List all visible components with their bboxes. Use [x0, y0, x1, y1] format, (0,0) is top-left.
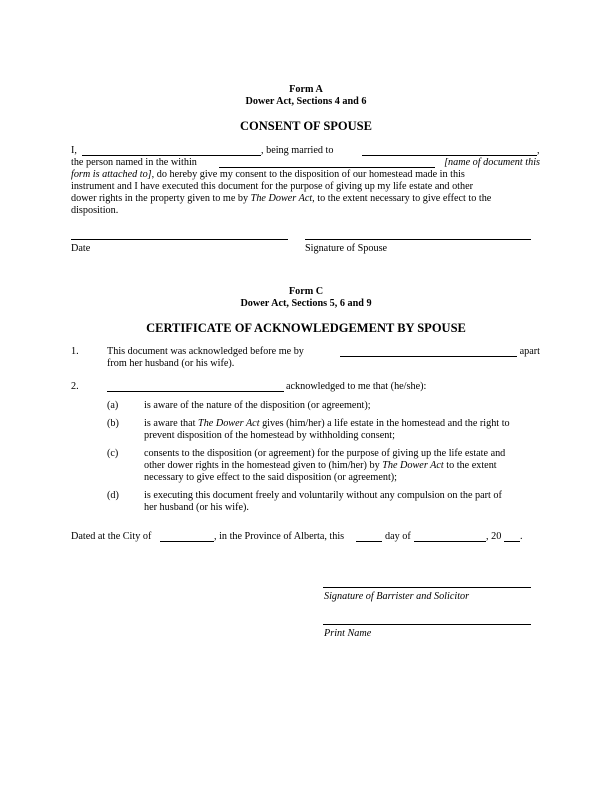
- consent-text: dower rights in the property given to me by: [71, 193, 249, 204]
- item-2-number: 2.: [71, 381, 79, 392]
- subitem-d-line-1: is executing this document freely and voluntarily without any compulsion on the part of: [144, 490, 502, 501]
- form-a-subtitle: Dower Act, Sections 4 and 6: [245, 96, 367, 107]
- item-2-text: acknowledged to me that (he/she):: [286, 381, 427, 392]
- print-name-line[interactable]: [323, 624, 531, 625]
- subitem-b-label: (b): [107, 418, 119, 429]
- subitem-b-line-2: prevent disposition of the homestead by withholding consent;: [144, 430, 395, 441]
- dated-text: Dated at the City of: [71, 531, 152, 542]
- form-c-heading: CERTIFICATE OF ACKNOWLEDGEMENT BY SPOUSE: [146, 321, 466, 335]
- subitem-d-line-2: her husband (or his wife).: [144, 502, 249, 513]
- being-married-text: , being married to: [261, 145, 334, 156]
- subitem-b-text: is aware that: [144, 418, 196, 429]
- print-name-label: Print Name: [324, 628, 372, 639]
- document-note-text: [name of document this: [444, 157, 540, 168]
- act-name: The Dower Act: [250, 193, 313, 204]
- consent-text: , do hereby give my consent to the disposition of our homestead made in this: [151, 169, 465, 180]
- spouse-signature-line[interactable]: [305, 239, 531, 240]
- subitem-c-line-1: consents to the disposition (or agreement) for the purpose of giving up the life estate and: [144, 448, 506, 459]
- act-name: The Dower Act: [198, 418, 260, 429]
- dated-line: [71, 531, 540, 544]
- acknowledged-before-blank[interactable]: [340, 347, 517, 357]
- item-1-number: 1.: [71, 346, 79, 357]
- consent-i-label: I,: [71, 145, 77, 156]
- barrister-signature-line[interactable]: [323, 587, 531, 588]
- day-blank[interactable]: [356, 532, 382, 542]
- subitem-b-text: gives (him/her) a life estate in the homestead and the right to: [262, 418, 510, 429]
- subitem-c-line-2: [144, 460, 540, 472]
- consent-text: , to the extent necessary to give effect to the: [312, 193, 492, 204]
- subitem-a-text: is aware of the nature of the disposition (or agreement);: [144, 400, 371, 411]
- consent-line-5: [71, 193, 540, 205]
- act-name: The Dower Act: [382, 460, 444, 471]
- person-named-text: the person named in the within: [71, 157, 197, 168]
- spouse-name-blank[interactable]: [82, 146, 261, 156]
- subitem-d-label: (d): [107, 490, 119, 501]
- dated-text: , in the Province of Alberta, this: [214, 531, 345, 542]
- consent-line-3: [71, 169, 540, 181]
- item-1-line-2: from her husband (or his wife).: [107, 358, 235, 369]
- item-2-line: [107, 381, 540, 394]
- subitem-c-label: (c): [107, 448, 119, 459]
- subitem-a-label: (a): [107, 400, 119, 411]
- document-name-blank[interactable]: [219, 158, 435, 168]
- city-blank[interactable]: [160, 532, 214, 542]
- comma: ,: [537, 145, 540, 156]
- month-blank[interactable]: [414, 532, 486, 542]
- consent-line-4: instrument and I have executed this document for the purpose of giving up my life estate and other: [71, 181, 474, 192]
- item-1-apart: apart: [519, 346, 540, 357]
- spouse-signature-label: Signature of Spouse: [305, 243, 388, 254]
- subitem-c-text: other dower rights in the homestead given to (him/her) by: [144, 460, 380, 471]
- item-1-text: This document was acknowledged before me by: [107, 346, 304, 357]
- date-label: Date: [71, 243, 91, 254]
- acknowledger-name-blank[interactable]: [107, 382, 284, 392]
- subitem-b-line-1: [144, 418, 540, 430]
- dated-text: .: [520, 531, 523, 542]
- form-c-label: Form C: [288, 286, 324, 297]
- subitem-c-line-3: necessary to give effect to the said disposition (or agreement);: [144, 472, 398, 483]
- married-to-name-blank[interactable]: [362, 146, 537, 156]
- consent-line-6: disposition.: [71, 205, 119, 216]
- year-blank[interactable]: [504, 532, 520, 542]
- document-note-text-cont: form is attached to]: [71, 169, 152, 180]
- barrister-signature-label: Signature of Barrister and Solicitor: [324, 591, 470, 602]
- form-c-subtitle: Dower Act, Sections 5, 6 and 9: [240, 298, 372, 309]
- dated-text: day of: [385, 531, 411, 542]
- date-signature-line[interactable]: [71, 239, 288, 240]
- form-a-heading: CONSENT OF SPOUSE: [240, 119, 372, 133]
- form-a-label: Form A: [289, 84, 323, 95]
- subitem-c-text: to the extent: [446, 460, 497, 471]
- dated-text: , 20: [486, 531, 502, 542]
